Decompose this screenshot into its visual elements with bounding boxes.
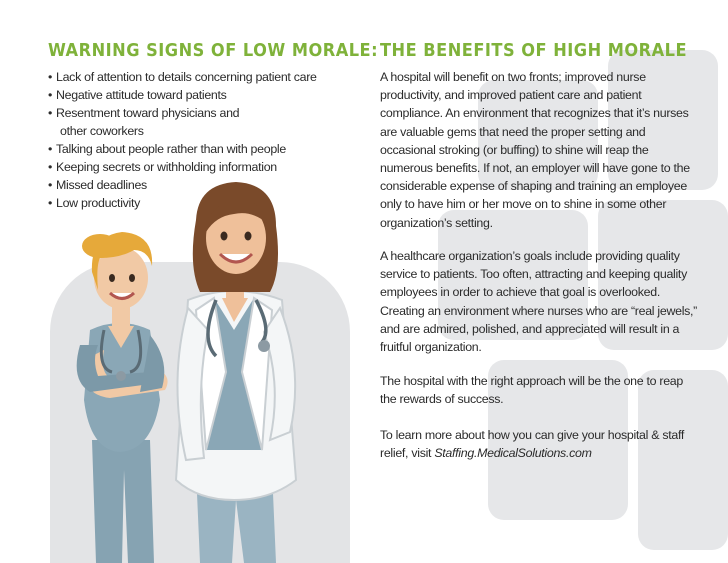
benefits-paragraph-1: A hospital will benefit on two fronts; improved nurse productivity, and improved patient care and patient compliance. An environment that recognizes that it’s nurses are valuable gems that need the proper setting and occasional stroking (or buffing) to shine will reap the numerous benefits. If not, an employer will have gone to the considerable expense of shaping and training an employee only to have him or her move on to shine in some other organization’s setting. bbox=[380, 70, 690, 230]
list-item: • Lack of attention to details concerning patient care bbox=[48, 68, 368, 86]
list-item: • Talking about people rather than with people bbox=[48, 140, 368, 158]
list-item: • Missed deadlines bbox=[48, 176, 368, 194]
benefits-paragraph-2: A healthcare organization’s goals include providing quality service to patients. Too often, attracting and keeping quality employees in order to achieve that goal is overlooked. Creating an environment where nurses who are “real jewels,” and are admired, polished, and appreciated will result in a fruitful organization. bbox=[380, 249, 698, 355]
list-item: • Resentment toward physicians and other coworkers bbox=[48, 104, 368, 140]
nurse-coat-figure bbox=[176, 182, 296, 563]
warning-signs-heading: WARNING SIGNS OF LOW MORALE: bbox=[48, 40, 379, 61]
warning-signs-list bbox=[48, 68, 368, 212]
nurse-scrubs-figure bbox=[77, 232, 168, 563]
list-item: • Negative attitude toward patients bbox=[48, 86, 368, 104]
benefits-heading: THE BENEFITS OF HIGH MORALE bbox=[380, 40, 688, 61]
benefits-paragraph-3: The hospital with the right approach will be the one to reap the rewards of success. bbox=[380, 374, 683, 407]
list-item: • Keeping secrets or withholding information bbox=[48, 158, 368, 176]
contact-paragraph: To learn more about how you can give your hospital & staff relief, visit Staffing.MedicalSolutions.com bbox=[380, 428, 685, 461]
list-item: • Low productivity bbox=[48, 194, 368, 212]
website-link[interactable]: Staffing.MedicalSolutions.com bbox=[434, 446, 592, 461]
list-item-continuation: other coworkers bbox=[60, 124, 144, 138]
